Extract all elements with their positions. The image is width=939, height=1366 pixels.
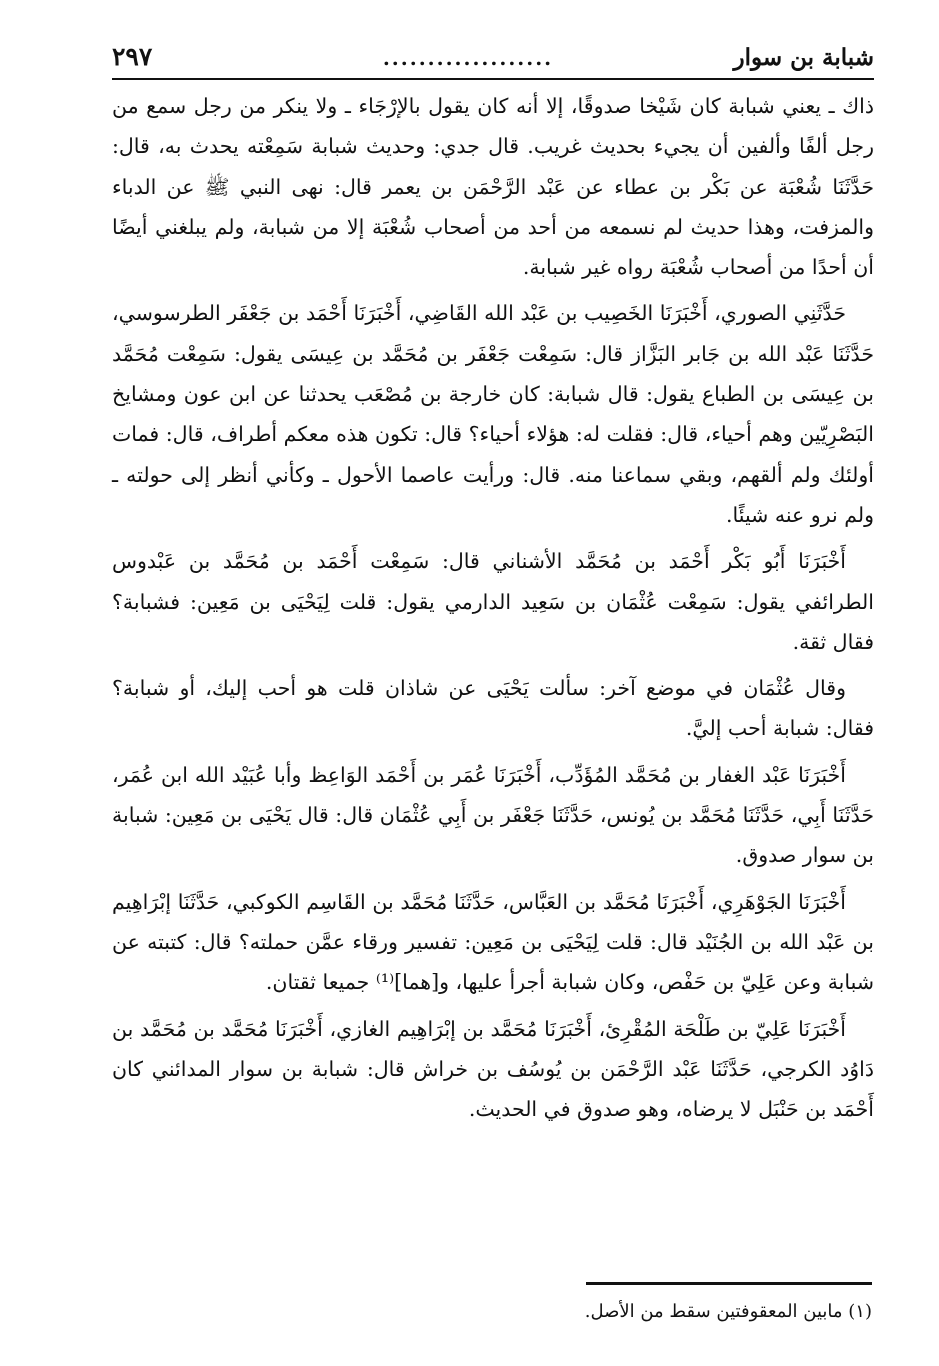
paragraph-6: أَخْبَرَنَا الجَوْهَرِي، أَخْبَرَنَا مُحَمَّد بن العَبَّاس، حَدَّثَنَا مُحَمَّد بن القَاسِم الكوكبي، حَدَّثَنَا إبْرَاهِيم بن عَبْد الله بن الجُنَيْد قال: قلت لِيَحْيَى بن مَعِين: تفسير ورقاء عمَّن حملته؟ قال: كتبته عن شبابة وعن عَلِيّ بن حَفْص، وكان شبابة أجرأ عليها، و[هما]⁽¹⁾ جميعا ثقتان. <box>112 889 874 995</box>
paragraph-4: وقال عُثْمَان في موضع آخر: سألت يَحْيَى عن شاذان قلت هو أحب إليك، أو شبابة؟ فقال: شبابة أحب إليَّ. <box>112 676 874 741</box>
running-title: شبابة بن سوار <box>733 44 874 71</box>
footnote-rule <box>586 1282 872 1285</box>
page-number: ٢٩٧ <box>112 42 153 71</box>
paragraph-1: ذاك ـ يعني شبابة كان شَيْخا صدوقًا، إلا أنه كان يقول بالإرْجَاء ـ ولا ينكر من رجل سمع من رجل ألفًا وألفين أن يجيء بحديث غريب. قال جدي: وحديث شبابة سَمِعْته يحدث به، قال: حَدَّثَنَا شُعْبَة عن بَكْر بن عطاء عن عَبْد الرَّحْمَن بن يعمر قال: نهى النبي ﷺ عن الدباء والمزفت، وهذا حديث لم نسمعه من أحد من أصحاب شُعْبَة إلا من شبابة، ولم يبلغني أيضًا أن أحدًا من أصحاب شُعْبَة رواه غير شبابة. <box>112 94 874 280</box>
paragraph-2: حَدَّثَنِي الصوري، أَخْبَرَنَا الخَصِيب بن عَبْد الله القَاضِي، أَخْبَرَنَا أَحْمَد بن جَعْفَر الطرسوسي، حَدَّثَنَا عَبْد الله بن جَابر البَزَّاز قال: سَمِعْت جَعْفَر بن مُحَمَّد بن عِيسَى يقول: سَمِعْت مُحَمَّد بن عِيسَى بن الطباع يقول: قال شبابة: كان خارجة بن مُصْعَب يحدثنا عن ابن عون ومشايخ البَصْرِيّين وهم أحياء، قال: فقلت له: هؤلاء أحياء؟ قال: تكون هذه معكم أطراف، قال: فمات أولئك ولم ألقهم، وبقي سماعنا منه. قال: ورأيت عاصما الأحول ـ وكأني أنظر إلى حولته ـ ولم نرو عنه شيئًا. <box>112 301 874 527</box>
paragraph-7: أَخْبَرَنَا عَلِيّ بن طَلْحَة المُقْرِئ، أَخْبَرَنَا مُحَمَّد بن إبْرَاهِيم الغازي، أَخْبَرَنَا مُحَمَّد بن مُحَمَّد بن دَاوُد الكرجي، حَدَّثَنَا عَبْد الرَّحْمَن بن يُوسُف بن خراش قال: شبابة بن سوار المدائني كان أَحْمَد بن حَنْبَل لا يرضاه، وهو صدوق في الحديث. <box>112 1016 874 1122</box>
paragraph-5: أَخْبَرَنَا عَبْد الغفار بن مُحَمَّد المُؤَدِّب، أَخْبَرَنَا عُمَر بن أَحْمَد الوَاعِظ وأبا عُبَيْد الله ابن عُمَر، حَدَّثَنَا أَبِي، حَدَّثَنَا مُحَمَّد بن يُونس، حَدَّثَنَا جَعْفَر بن أَبِي عُثْمَان قال: قال يَحْيَى بن مَعِين: شبابة بن سوار صدوق. <box>112 762 874 868</box>
footnote: (١) مابين المعقوفتين سقط من الأصل. <box>584 1301 872 1322</box>
body-text <box>112 86 874 1135</box>
page-header <box>112 38 874 78</box>
header-rule <box>112 78 874 80</box>
leader-dots: ................... <box>382 46 554 70</box>
paragraph-3: أَخْبَرَنَا أَبُو بَكْر أَحْمَد بن مُحَمَّد الأشناني قال: سَمِعْت أَحْمَد بن مُحَمَّد بن عَبْدوس الطرائفي يقول: سَمِعْت عُثْمَان بن سَعِيد الدارمي يقول: قلت لِيَحْيَى بن مَعِين: فشبابة؟ فقال ثقة. <box>112 549 874 654</box>
